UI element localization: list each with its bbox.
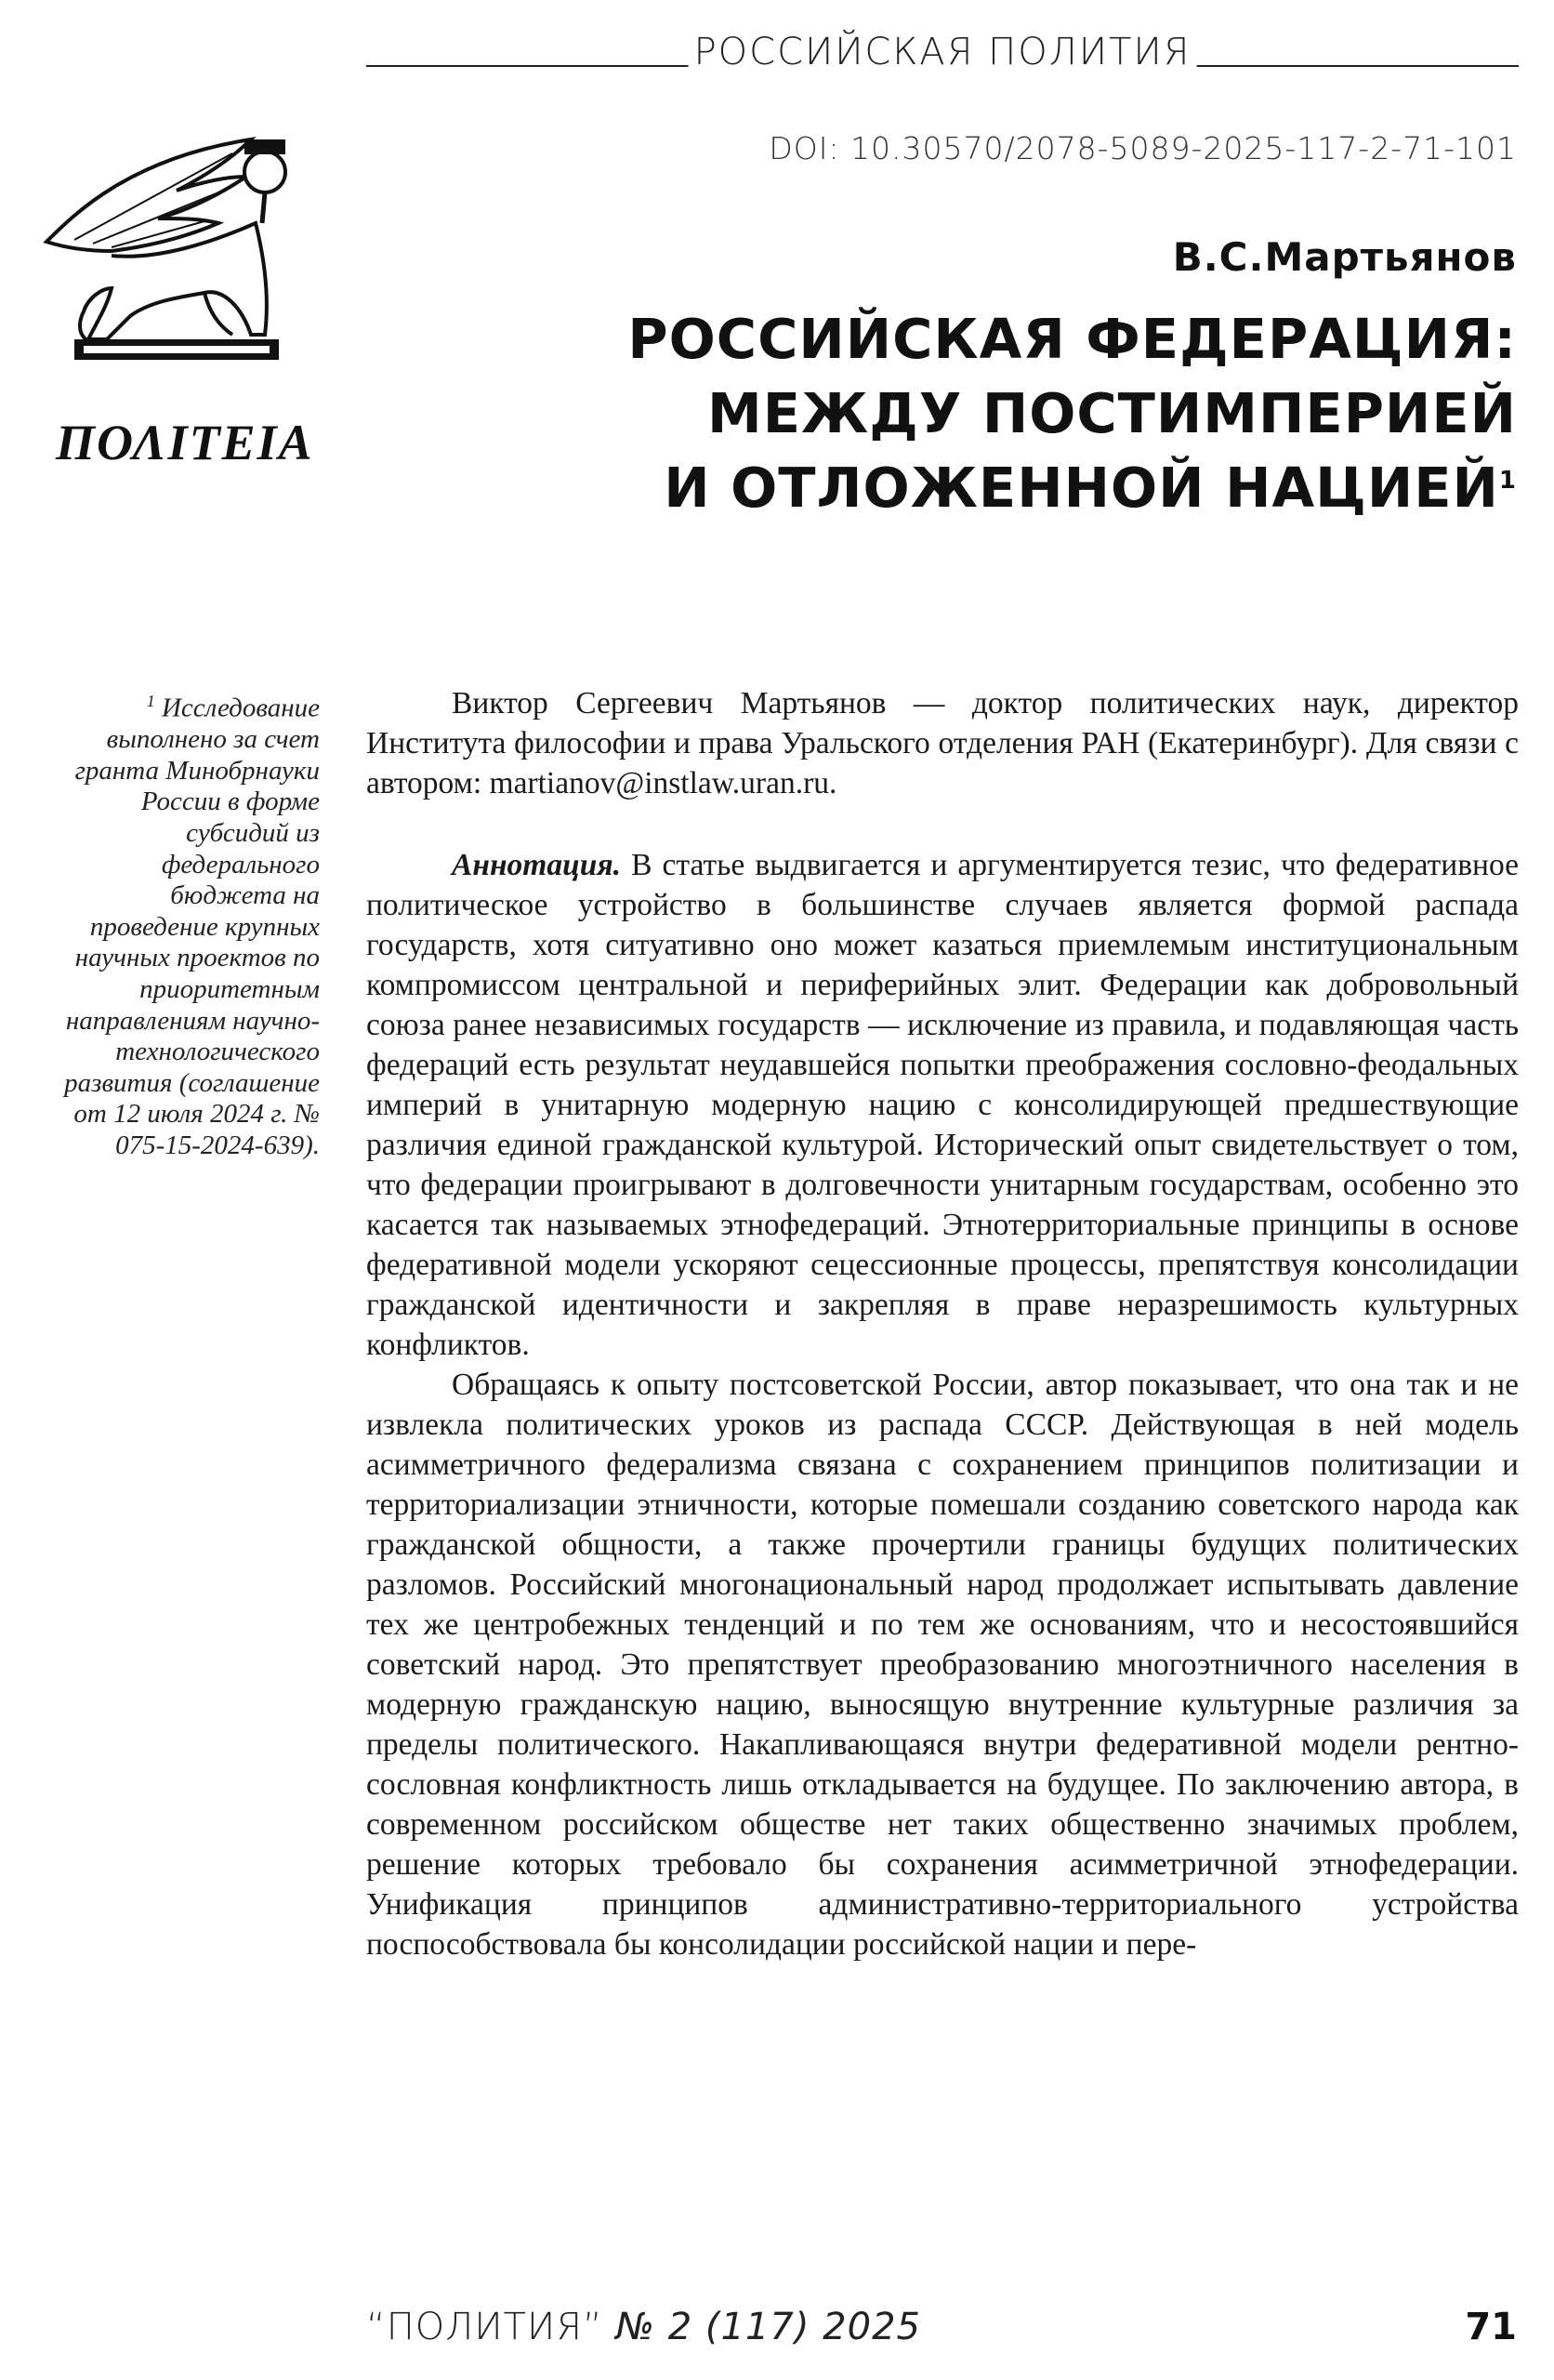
abstract-paragraph-2: Обращаясь к опыту постсоветской России, автор показывает, что она так и не извлекла политических уроков из распада СССР. Действующая в ней модель асимметричного федерализма связана с сохранением принципов политизации и территориализации этничности, которые помешали созданию советского народа как гражданской общности, а также прочертили границы будущих политических разломов. Российский многонациональный народ продолжает испытывать давление тех же центробежных тенденций и по тем же основаниям, что и несостоявшийся советский народ. Это препятствует преобразованию многоэтничного населения в модерную гражданскую нацию, выносящую внутренние культурные различия за пределы политического. Накапливающаяся внутри федеративной модели рентно-сословная конфликтность лишь откладывается на будущее. По заключению автора, в современном российском обществе нет таких общественно значимых проблем, решение которых требовало бы сохранения асимметричной этнофедерации. Унификация принципов административно-территориального устройства поспособствовала бы консолидации российской нации и пере-	[366, 1368, 1519, 1962]
article-title	[627, 302, 1517, 525]
abstract-text-1: В статье выдвигается и аргументируется тезис, что федеративное политическое устройство в большинстве случаев является формой распада государств, хотя ситуативно оно может казаться приемлемым институциональным компромиссом центральной и периферийных элит. Федерации как добровольный союза ранее независимых государств — исключение из правила, и подавляющая часть федераций есть результат неудавшейся попытки преображения сословно-феодальных империй в унитарную модерную нацию с консолидирующей предшествующие различия единой гражданской культурой. Исторический опыт свидетельствует о том, что федерации проигрывают в долговечности унитарным государствам, особенно это касается так называемых этнофедераций. Этнотерриториальные принципы в основе федеративной модели ускоряют сецессионные процессы, препятствуя консолидации гражданской идентичности и закрепляя в праве неразрешимость культурных конфликтов.	[366, 848, 1520, 1362]
running-header	[366, 26, 1519, 73]
title-line-2: МЕЖДУ ПОСТИМПЕРИЕЙ	[707, 381, 1517, 445]
footer-issue: № 2 (117) 2025	[615, 2306, 921, 2348]
footnote-mark: 1	[146, 692, 155, 710]
abstract-label: Аннотация.	[452, 848, 621, 882]
journal-logo	[19, 102, 314, 493]
abstract-paragraph-1	[366, 845, 1519, 1365]
footnote-text: Исследование выполнено за счет гранта Минобрнауки России в форме субсидий из федерального бюджета на проведение крупных научных проектов по приоритетным направлениям научно-технологического развития (соглашение от 12 июля 2024 г. № 075-15-2024-639).	[64, 693, 320, 1160]
footer-journal	[366, 2306, 921, 2348]
page-number: 71	[1465, 2306, 1517, 2348]
journal-running-title: РОССИЙСКАЯ ПОЛИТИЯ	[689, 32, 1197, 73]
title-line-3: И ОТЛОЖЕННОЙ НАЦИЕЙ	[664, 456, 1499, 520]
logo-text: ΠΟΛΙΤΕΙΑ	[56, 415, 314, 470]
title-footnote-mark[interactable]: 1	[1498, 467, 1517, 495]
side-footnote	[56, 686, 320, 1162]
article-author: В.С.Мартьянов	[1172, 234, 1517, 280]
footer-journal-name: “ПОЛИТИЯ”	[366, 2306, 603, 2348]
author-info: Виктор Сергеевич Мартьянов — доктор политических наук, директор Института философии и права Уральского отделения РАН (Екатеринбург). Для связи с автором: martianov@instlaw.uran.ru.	[366, 686, 1519, 800]
title-line-1: РОССИЙСКАЯ ФЕДЕРАЦИЯ:	[627, 307, 1517, 371]
article-body	[366, 683, 1519, 1964]
doi: DOI: 10.30570/2078-5089-2025-117-2-71-101	[769, 130, 1517, 166]
